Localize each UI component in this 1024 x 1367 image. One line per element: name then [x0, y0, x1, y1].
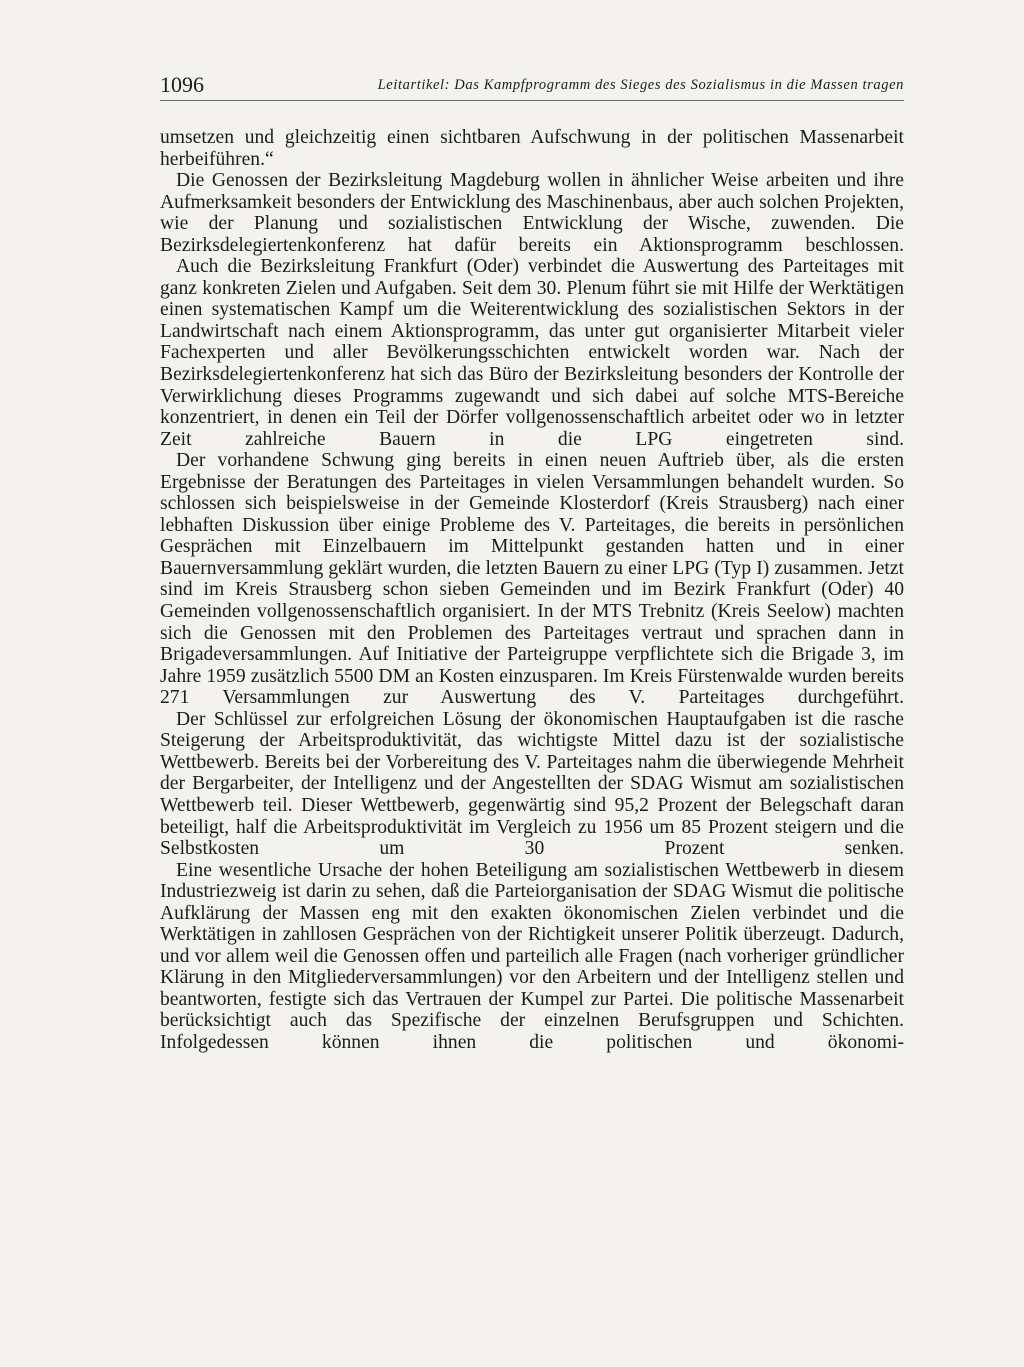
- paragraph: Auch die Bezirksleitung Frankfurt (Oder) verbindet die Auswertung des Parteitages mit ganz konkreten Zielen und Aufgaben. Seit dem 30. Plenum führt sie mit Hilfe der Werktätigen einen systematischen Kampf um die Weiterentwicklung des sozialistischen Sektors in der Landwirtschaft nach einem Aktionsprogramm, das unter gut organisierter Mitarbeit vieler Fachexperten und aller Bevölkerungsschichten entwickelt worden war. Nach der Bezirksdelegiertenkonferenz hat sich das Büro der Bezirksleitung besonders der Kontrolle der Verwirklichung dieses Programms zugewandt und sich dabei auf solche MTS-Bereiche konzentriert, in denen ein Teil der Dörfer vollgenossenschaftlich arbeitet oder wo in letzter Zeit zahlreiche Bauern in die LPG eingetreten sind.: [160, 256, 904, 450]
- page-number: 1096: [160, 72, 204, 97]
- running-title: Leitartikel: Das Kampfprogramm des Sieges des Sozialismus in die Massen tragen: [377, 77, 904, 93]
- paragraph: Der vorhandene Schwung ging bereits in einen neuen Auftrieb über, als die ersten Ergebnisse der Beratungen des Parteitages in vielen Versammlungen behandelt wurden. So schlossen sich beispielsweise in der Gemeinde Klosterdorf (Kreis Strausberg) nach einer lebhaften Diskussion über einige Probleme des V. Parteitages, die bereits in persönlichen Gesprächen mit Einzelbauern im Mittelpunkt gestanden hatten und in einer Bauernversammlung geklärt wurden, die letzten Bauern zu einer LPG (Typ I) zusammen. Jetzt sind im Kreis Strausberg schon sieben Gemeinden und im Bezirk Frankfurt (Oder) 40 Gemeinden vollgenossenschaftlich organisiert. In der MTS Trebnitz (Kreis Seelow) machten sich die Genossen mit den Problemen des Parteitages vertraut und sprachen dann in Brigadeversammlungen. Auf Initiative der Parteigruppe verpflichtete sich die Brigade 3, im Jahre 1959 zusätzlich 5500 DM an Kosten einzusparen. Im Kreis Fürstenwalde wurden bereits 271 Versammlungen zur Auswertung des V. Parteitages durchgeführt.: [160, 450, 904, 709]
- paragraph: Eine wesentliche Ursache der hohen Beteiligung am sozialistischen Wettbewerb in diesem Industriezweig ist darin zu sehen, daß die Parteiorganisation der SDAG Wismut die politische Aufklärung der Massen eng mit den exakten ökonomischen Zielen verbindet und die Werktätigen in zahllosen Gesprächen von der Richtigkeit unserer Politik überzeugt. Dadurch, und vor allem weil die Genossen offen und parteilich alle Fragen (nach vorheriger gründlicher Klärung in den Mitgliederversammlungen) vor den Arbeitern und der Intelligenz stellen und beantworten, festigte sich das Vertrauen der Kumpel zur Partei. Die politische Massenarbeit berücksichtigt auch das Spezifische der einzelnen Berufsgruppen und Schichten. Infolgedessen können ihnen die politischen und ökonomi-: [160, 859, 904, 1053]
- paragraph: Der Schlüssel zur erfolgreichen Lösung der ökonomischen Hauptaufgaben ist die rasche Steigerung der Arbeitsproduktivität, das wichtigste Mittel dazu ist der sozialistische Wettbewerb. Bereits bei der Vorbereitung des V. Parteitages nahm die überwiegende Mehrheit der Bergarbeiter, der Intelligenz und der Angestellten der SDAG Wismut am sozialistischen Wettbewerb teil. Dieser Wettbewerb, gegenwärtig sind 95,2 Prozent der Belegschaft daran beteiligt, half die Arbeitsproduktivität im Vergleich zu 1956 um 85 Prozent steigern und die Selbstkosten um 30 Prozent senken.: [160, 708, 904, 860]
- running-head: [160, 72, 904, 101]
- paragraph: umsetzen und gleichzeitig einen sichtbaren Aufschwung in der politischen Massenarbeit herbeiführen.“: [160, 127, 904, 170]
- article-body: [160, 127, 904, 1054]
- paragraph: Die Genossen der Bezirksleitung Magdeburg wollen in ähnlicher Weise arbeiten und ihre Aufmerksamkeit besonders der Entwicklung des Maschinenbaus, aber auch solchen Projekten, wie der Planung und sozialistischen Entwicklung der Wische, zuwenden. Die Bezirksdelegiertenkonferenz hat dafür bereits ein Aktionsprogramm beschlossen.: [160, 170, 904, 256]
